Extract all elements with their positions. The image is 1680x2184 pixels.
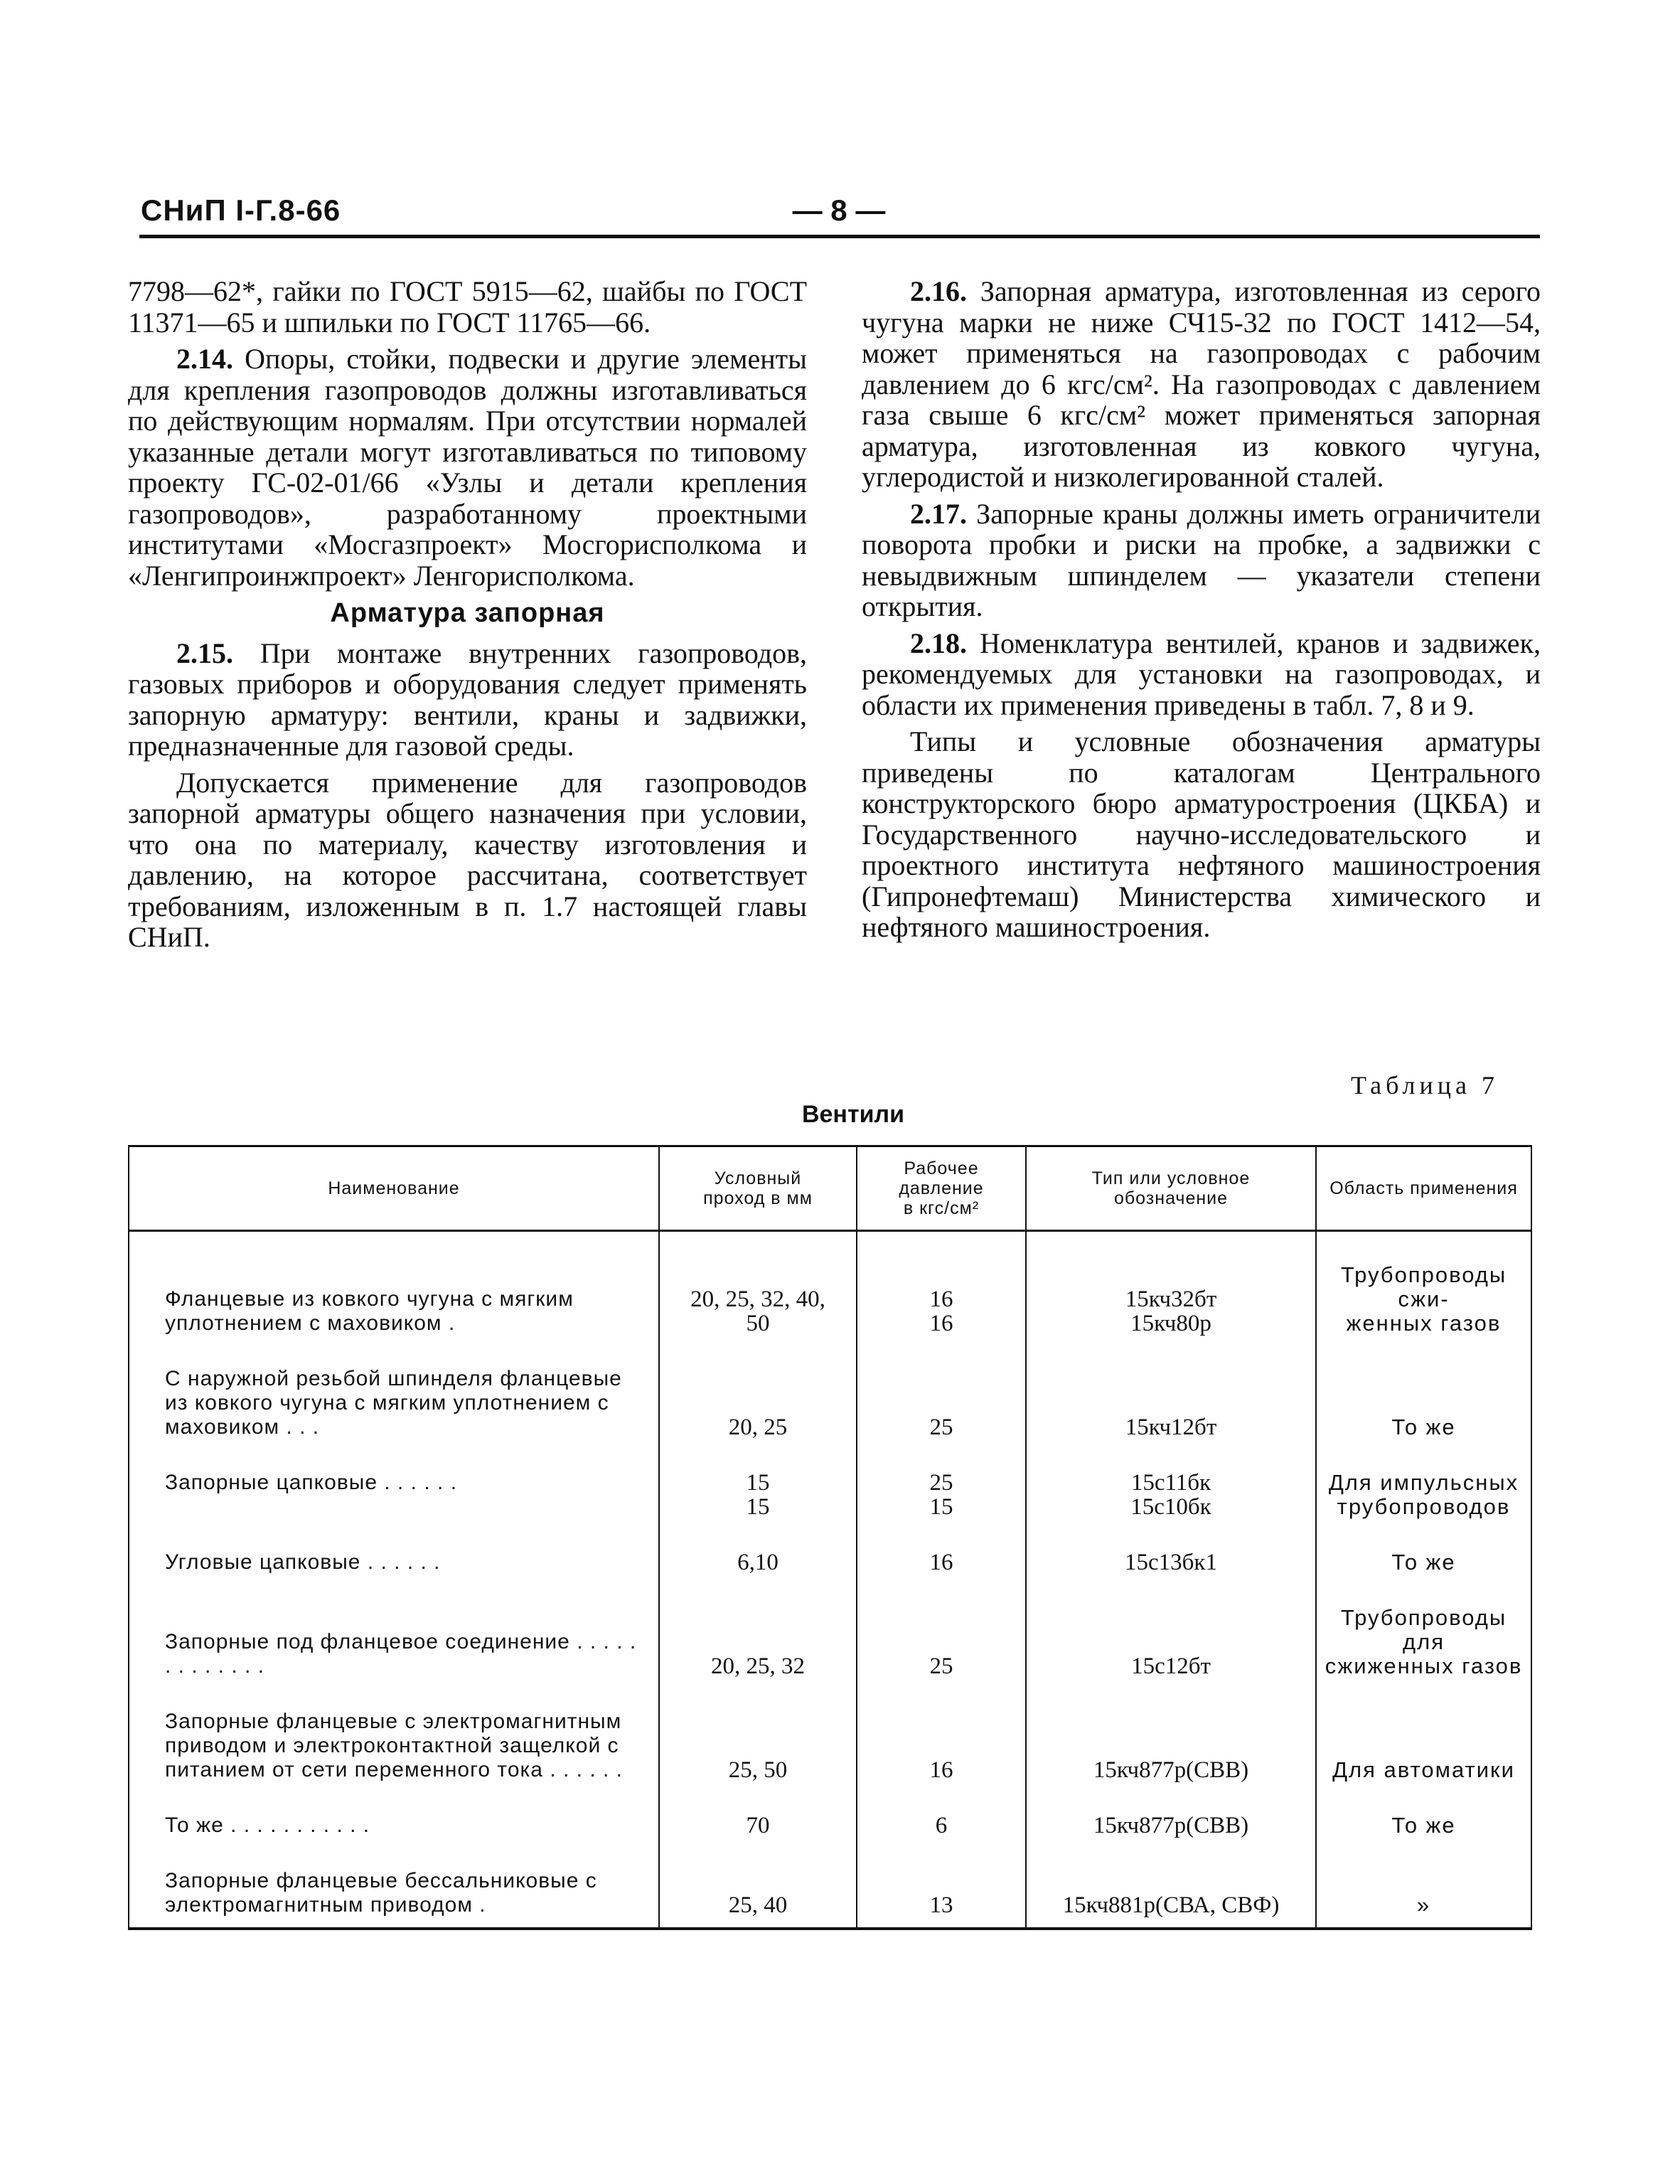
cell-dn: 15 15 [659,1439,857,1519]
paragraph: Допускается применение для газопроводов запорной арматуры общего назначения при условии, что она по материалу, качеству изготовления и давлению, на которое рассчитана, соответствует требованиям, изложенным в п. 1.7 настоящей главы СНиП. [128,766,807,953]
cell-type: 15кч877р(СВВ) [1026,1678,1316,1782]
table-row [129,1782,1531,1838]
cell-pressure: 25 15 [857,1439,1026,1519]
clause-text: При монтаже внутренних газопроводов, газовых приборов и оборудования следует применять запорную арматуру: вентили, краны и задвижки, предназначенные для газовой среды. [128,636,807,762]
table-row [129,1519,1531,1575]
cell-area: Для автоматики [1316,1678,1531,1782]
cell-dn: 20, 25 [659,1336,857,1439]
clause-text: Опоры, стойки, подвески и другие элементы для крепления газопроводов должны изготавливаться по действующим нормалям. При отсутствии нормалей указанные детали могут изготавливаться по типовому проекту ГС-02-01/66 «Узлы и детали крепления газопроводов», разработанному проектными институтами «Мосгазпроект» Мосгорисполкома и «Ленгипроинжпроект» Ленгорисполкома. [128,343,807,592]
header-name: Наименование [129,1146,659,1231]
clause-number: 2.15. [176,636,233,669]
document-code: СНиП I-Г.8-66 [141,193,341,227]
cell-name: То же . . . . . . . . . . . [129,1782,659,1838]
paragraph-2-14 [128,343,807,591]
cell-pressure: 25 [857,1336,1026,1439]
cell-dn: 20, 25, 32, 40, 50 [659,1231,857,1336]
header-pressure: Рабочее давление в кгс/см² [857,1146,1026,1231]
clause-text: Номенклатура вентилей, кранов и задвижек, рекомендуемых для установки на газопроводах, и области их применения приведены в табл. 7, 8 и 9. [862,627,1541,721]
left-column [128,276,807,959]
cell-area: То же [1316,1336,1531,1439]
paragraph-2-16 [862,276,1541,493]
cell-area: То же [1316,1782,1531,1838]
cell-name: Запорные под фланцевое соединение . . . . . . . . . . . . . [129,1575,659,1678]
cell-name: Запорные фланцевые с электромагнитным приводом и электроконтактной защелкой с питанием от сети переменного тока . . . . . . [129,1678,659,1782]
cell-area: » [1316,1838,1531,1929]
header-rule [139,235,1540,238]
cell-name: Фланцевые из ковкого чугуна с мягким уплотнением с маховиком . [129,1231,659,1336]
clause-text: Запорная арматура, изготовленная из серого чугуна марки не ниже СЧ15-32 по ГОСТ 1412—54, может применяться на газопроводах с рабочим давлением до 6 кгс/см². На газопроводах с давлением газа свыше 6 кгс/см² может применяться запорная арматура, изготовленная из ковкого чугуна, углеродистой и низколегированной сталей. [862,275,1541,493]
paragraph-2-15 [128,638,807,762]
clause-number: 2.16. [910,275,967,307]
cell-name: Угловые цапковые . . . . . . [129,1519,659,1575]
cell-type: 15с12бт [1026,1575,1316,1678]
cell-type: 15кч12бт [1026,1336,1316,1439]
cell-dn: 25, 40 [659,1838,857,1929]
cell-name: Запорные цапковые . . . . . . [129,1439,659,1519]
table-header-row [129,1146,1531,1231]
cell-type: 15кч877р(СВВ) [1026,1782,1316,1838]
cell-type: 15кч32бт 15кч80р [1026,1231,1316,1336]
cell-area: Трубопроводы сжи- женных газов [1316,1231,1531,1336]
table-title: Вентили [801,1101,905,1128]
header-dn: Условный проход в мм [659,1146,857,1231]
clause-number: 2.18. [910,627,967,659]
cell-area: Трубопроводы для сжиженных газов [1316,1575,1531,1678]
cell-dn: 70 [659,1782,857,1838]
cell-area: Для импульсных трубопроводов [1316,1439,1531,1519]
cell-pressure: 16 [857,1678,1026,1782]
clause-number: 2.17. [910,497,967,530]
section-heading: Арматура запорная [330,598,605,628]
table-row [129,1678,1531,1782]
clause-number: 2.14. [176,343,233,375]
paragraph-2-17 [862,499,1541,622]
header-type: Тип или условное обозначение [1026,1146,1316,1231]
paragraph: Типы и условные обозначения арматуры приведены по каталогам Центрального конструкторского бюро арматуростроения (ЦКБА) и Государственного научно-исследовательского и проектного института нефтяного машиностроения (Гипронефтемаш) Министерства химического и нефтяного машиностроения. [862,725,1541,943]
valves-table [128,1145,1532,1930]
table-row [129,1231,1531,1336]
cell-pressure: 25 [857,1575,1026,1678]
cell-dn: 20, 25, 32 [659,1575,857,1678]
cell-pressure: 13 [857,1838,1026,1929]
cell-pressure: 6 [857,1782,1026,1838]
table-row [129,1439,1531,1519]
table-row [129,1838,1531,1929]
cell-dn: 6,10 [659,1519,857,1575]
cell-pressure: 16 [857,1519,1026,1575]
cell-type: 15кч881р(СВА, СВФ) [1026,1838,1316,1929]
paragraph-2-18 [862,628,1541,721]
cell-type: 15с13бк1 [1026,1519,1316,1575]
table-label: Таблица 7 [1351,1071,1499,1099]
cell-type: 15с11бк 15с10бк [1026,1439,1316,1519]
table-row [129,1336,1531,1439]
paragraph: 7798—62*, гайки по ГОСТ 5915—62, шайбы по ГОСТ 11371—65 и шпильки по ГОСТ 11765—66. [128,275,807,339]
header-area: Область применения [1316,1146,1531,1231]
cell-dn: 25, 50 [659,1678,857,1782]
right-column [862,276,1541,949]
cell-name: С наружной резьбой шпинделя фланцевые из ковкого чугуна с мягким уплотнением с маховиком . . . [129,1336,659,1439]
page-number: — 8 — [792,193,886,227]
clause-text: Запорные краны должны иметь ограничители поворота пробки и риски на пробке, а задвижки с невыдвижным шпинделем — указатели степени открытия. [862,497,1541,622]
cell-area: То же [1316,1519,1531,1575]
cell-name: Запорные фланцевые бессальниковые с электромагнитным приводом . [129,1838,659,1929]
cell-pressure: 16 16 [857,1231,1026,1336]
table-row [129,1575,1531,1678]
